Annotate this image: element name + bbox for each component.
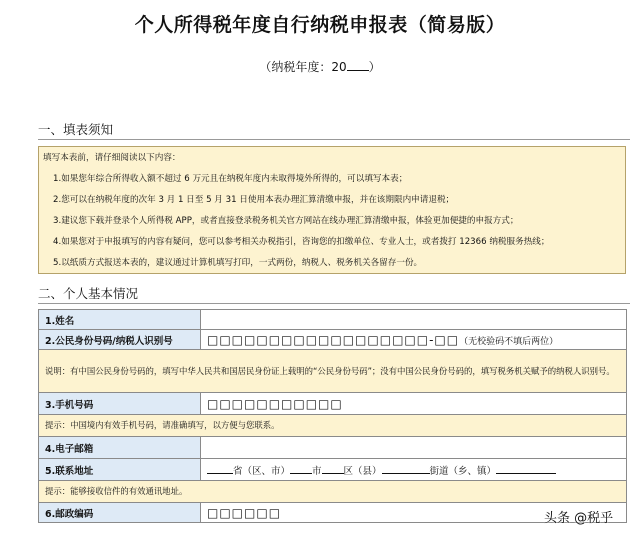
tax-year-suffix: ） — [368, 60, 381, 74]
phone-field[interactable] — [201, 393, 627, 415]
table-row — [39, 310, 627, 330]
section1-heading: 一、填表须知 — [38, 122, 114, 137]
instruction-item: 1.如果您年综合所得收入额不超过 6 万元且在纳税年度内未取得境外所得的，可以填写本表； — [53, 174, 408, 184]
street-blank[interactable] — [382, 463, 430, 474]
address-field[interactable] — [201, 459, 627, 481]
postcode-boxes[interactable]: □□□□□□ — [207, 505, 282, 520]
table-row — [39, 350, 627, 393]
phone-boxes[interactable]: □□□□□□□□□□□ — [207, 396, 343, 411]
name-field[interactable] — [201, 310, 627, 330]
section2-divider — [38, 303, 630, 304]
phone-note: 提示：中国境内有效手机号码，请准确填写，以方便与您联系。 — [39, 415, 627, 437]
watermark: 头条 @税乎 — [544, 511, 614, 526]
address-street: 街道（乡、镇） — [429, 465, 497, 477]
form-title: 个人所得税年度自行纳税申报表（简易版） — [134, 14, 506, 36]
personal-info-table — [38, 309, 627, 523]
address-county: 区（县） — [343, 465, 382, 477]
instruction-item: 4.如果您对于申报填写的内容有疑问，您可以参考相关办税指引，咨询您的扣缴单位、专业人士，或者拨打 12366 纳税服务热线； — [53, 237, 550, 247]
address-note: 提示：能够接收信件的有效通讯地址。 — [39, 481, 627, 503]
table-row — [39, 481, 627, 503]
table-row — [39, 459, 627, 481]
county-blank[interactable] — [322, 463, 344, 474]
table-row — [39, 393, 627, 415]
section2-heading: 二、个人基本情况 — [38, 286, 139, 301]
detail-blank[interactable] — [496, 463, 556, 474]
table-row — [39, 503, 627, 523]
phone-label: 3.手机号码 — [39, 393, 201, 415]
instruction-item: 3.建议您下载并登录个人所得税 APP，或者直接登录税务机关官方网站在线办理汇算清缴申报，体验更加便捷的申报方式； — [53, 216, 519, 226]
province-blank[interactable] — [207, 463, 233, 474]
id-number-boxes[interactable]: □□□□□□□□□□□□□□□□□□-□□ — [207, 332, 460, 347]
section1-divider — [38, 139, 630, 140]
table-row — [39, 437, 627, 459]
id-number-field[interactable] — [201, 330, 627, 350]
address-label: 5.联系地址 — [39, 459, 201, 481]
address-province: 省（区、市） — [233, 465, 291, 477]
address-city: 市 — [312, 465, 322, 477]
email-label: 4.电子邮箱 — [39, 437, 201, 459]
id-label: 2.公民身份号码/纳税人识别号 — [39, 330, 201, 350]
postcode-label: 6.邮政编码 — [39, 503, 201, 523]
tax-year-prefix: （纳税年度：20 — [259, 60, 347, 74]
table-row — [39, 415, 627, 437]
city-blank[interactable] — [290, 463, 312, 474]
instruction-item: 5.以纸质方式报送本表的，建议通过计算机填写打印，一式两份，纳税人、税务机关各留存一份。 — [53, 258, 423, 268]
instructions-box — [38, 146, 626, 274]
email-field[interactable] — [201, 437, 627, 459]
tax-year-blank[interactable] — [347, 60, 369, 71]
name-label: 1.姓名 — [39, 310, 201, 330]
instruction-item: 2.您可以在纳税年度的次年 3 月 1 日至 5 月 31 日使用本表办理汇算清缴申报，并在该期限内申请退税； — [53, 195, 455, 205]
table-row — [39, 330, 627, 350]
tax-year-line — [0, 58, 640, 75]
id-number-suffix: （无校验码不填后两位） — [459, 336, 559, 347]
id-note: 说明：有中国公民身份号码的，填写中华人民共和国居民身份证上载明的“公民身份号码”；没有中国公民身份号码的，填写税务机关赋予的纳税人识别号。 — [39, 350, 627, 393]
instructions-intro: 填写本表前，请仔细阅读以下内容： — [43, 153, 181, 163]
